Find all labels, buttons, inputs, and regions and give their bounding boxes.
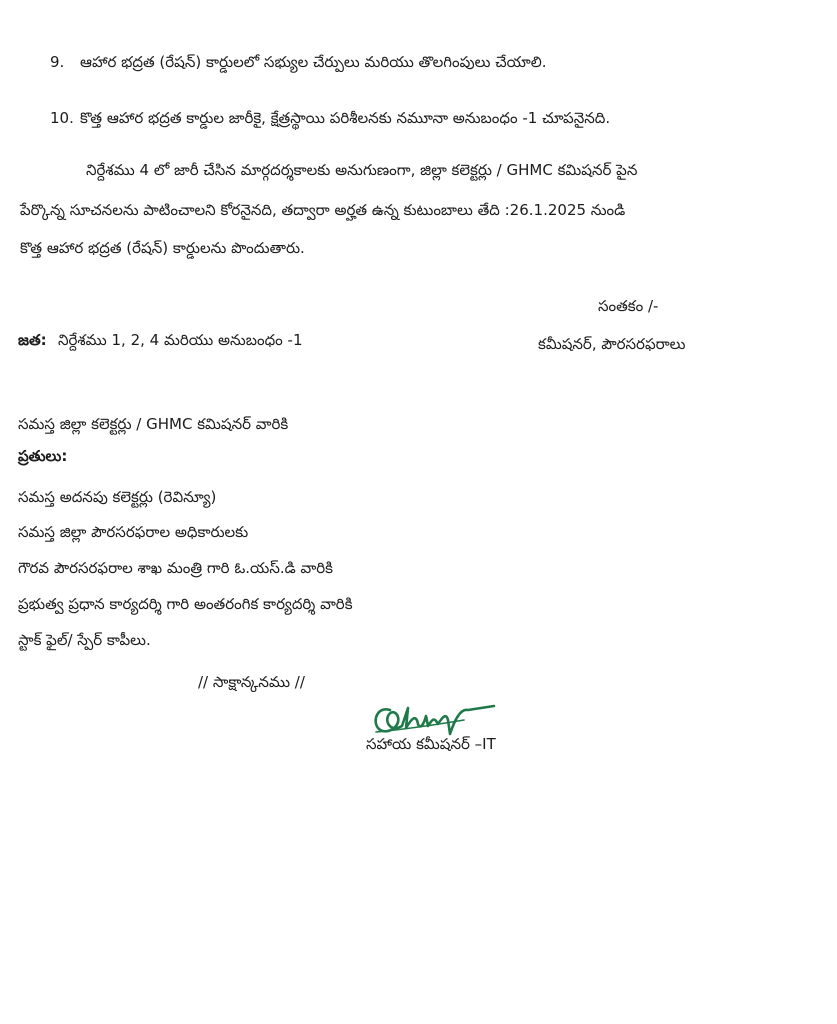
paragraph-line-1: నిర్దేశము 4 లో జారీ చేసిన మార్గదర్శకాలకు అనుగుణంగా, జిల్లా కలెక్టర్లు / GHMC కమిషనర్ పైన [86, 161, 638, 179]
attestation-text: // సాక్షాన్కనము // [198, 673, 305, 691]
copy-item: ప్రభుత్వ ప్రధాన కార్యదర్శి గారి అంతరంగిక కార్యదర్శి వారికి [18, 595, 353, 613]
copy-item: గౌరవ పౌరసరఫరాల శాఖ మంత్రి గారి ఓ.యస్.డి వారికి [18, 559, 333, 577]
copy-item: సమస్త జిల్లా పౌరసరఫరాల అధికారులకు [18, 523, 249, 541]
copy-item: సమస్త అదనపు కలెక్టర్లు (రెవిన్యూ) [18, 488, 217, 506]
commissioner-designation: కమీషనర్, పౌరసరఫరాలు [538, 335, 686, 353]
paragraph-line-2: పేర్కొన్న సూచనలను పాటించాలని కోరనైనది, తద్వారా అర్హత ఉన్న కుటుంబాలు తేది :26.1.2025 నుండి [20, 201, 626, 219]
enclosure-text: నిర్దేశము 1, 2, 4 మరియు అనుబంధం -1 [58, 331, 303, 349]
enclosure-label: జత: [18, 331, 47, 349]
paragraph-line-3: కొత్త ఆహార భద్రత (రేషన్) కార్డులను పొందుతారు. [20, 239, 305, 257]
signed-text: సంతకం /- [598, 297, 659, 315]
list-item-9-text: ఆహార భద్రత (రేషన్) కార్డులలో సభ్యుల చేర్పులు మరియు తొలగింపులు చేయాలి. [80, 53, 547, 71]
list-item-9-number: 9. [50, 53, 65, 71]
addressee: సమస్త జిల్లా కలెక్టర్లు / GHMC కమిషనర్ వారికి [18, 415, 289, 433]
copy-item: స్టాక్ ఫైల్/ స్పేర్ కాపీలు. [18, 631, 151, 649]
attester-designation: సహాయ కమీషనర్ –IT [366, 735, 496, 753]
copies-label: ప్రతులు: [18, 447, 68, 465]
list-item-10-text: కొత్త ఆహార భద్రత కార్డుల జారీకై, క్షేత్రస్థాయి పరిశీలనకు నమూనా అనుబంధం -1 చూపనైనది. [80, 109, 611, 127]
list-item-10-number: 10. [50, 109, 74, 127]
